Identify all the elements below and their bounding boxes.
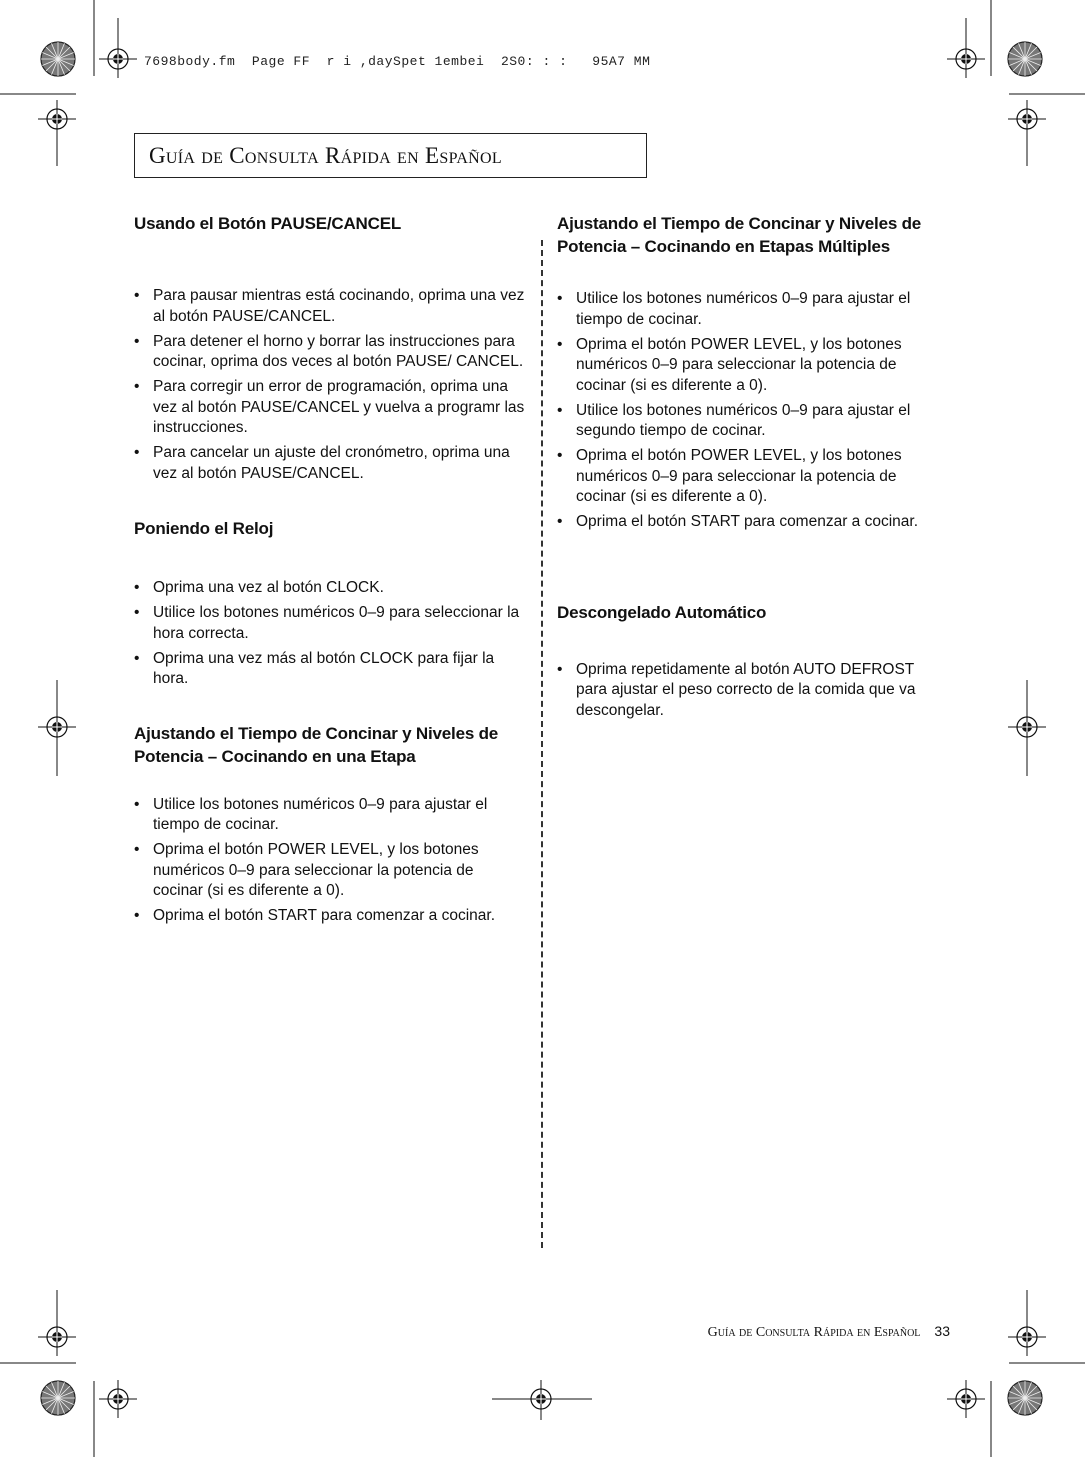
section-heading: Ajustando el Tiempo de Concinar y Niveles de Potencia – Cocinando en Etapas Múltiples — [557, 214, 922, 256]
list-item: • Oprima una vez más al botón CLOCK para fijar la hora. — [134, 649, 526, 690]
list-item: • Oprima el botón START para comenzar a cocinar. — [557, 512, 949, 533]
list-item: • Para detener el horno y borrar las instrucciones para cocinar, oprima dos veces al botón PAUSE/ CANCEL. — [134, 332, 526, 373]
list-item: • Utilice los botones numéricos 0–9 para ajustar el tiempo de cocinar. — [557, 289, 949, 330]
list-item: • Oprima repetidamente al botón AUTO DEFROST para ajustar el peso correcto de la comida que va descongelar. — [557, 660, 949, 722]
list-item: • Para pausar mientras está cocinando, oprima una vez al botón PAUSE/CANCEL. — [134, 286, 526, 327]
list-item: • Oprima el botón POWER LEVEL, y los botones numéricos 0–9 para seleccionar la potencia de cocinar (si es diferente a 0). — [557, 446, 949, 508]
list-item: • Oprima una vez al botón CLOCK. — [134, 578, 526, 599]
list-item: • Oprima el botón START para comenzar a cocinar. — [134, 906, 526, 927]
list-item: • Oprima el botón POWER LEVEL, y los botones numéricos 0–9 para seleccionar la potencia de cocinar (si es diferente a 0). — [557, 335, 949, 397]
bullet-list — [134, 286, 526, 484]
column-divider — [541, 240, 543, 1248]
bullet-list — [557, 660, 949, 722]
right-column — [557, 212, 949, 726]
section-multi-stage-cooking — [557, 212, 949, 533]
section-heading: Usando el Botón PAUSE/CANCEL — [134, 214, 402, 233]
section-auto-defrost — [557, 601, 949, 722]
section-pause-cancel — [134, 212, 526, 484]
page-title: Guía de Consulta Rápida en Español — [149, 143, 502, 168]
section-heading: Descongelado Automático — [557, 602, 767, 622]
list-item: • Para corregir un error de programación, oprima una vez al botón PAUSE/CANCEL y vuelva a programr las instrucciones. — [134, 377, 526, 439]
section-heading: Poniendo el Reloj — [134, 519, 274, 538]
section-clock — [134, 517, 526, 690]
printer-slug-line: 7698body.fm Page FF r i ,daySpet 1embei 2S0: : : 95A7 MM — [144, 54, 651, 69]
left-column — [134, 212, 526, 931]
page-number: 33 — [934, 1323, 950, 1339]
section-title-box — [134, 133, 647, 178]
list-item: • Oprima el botón POWER LEVEL, y los botones numéricos 0–9 para seleccionar la potencia de cocinar (si es diferente a 0). — [134, 840, 526, 902]
list-item: • Utilice los botones numéricos 0–9 para seleccionar la hora correcta. — [134, 603, 526, 644]
page-footer — [708, 1323, 950, 1341]
section-single-stage-cooking — [134, 722, 526, 927]
bullet-list — [134, 795, 526, 927]
list-item: • Para cancelar un ajuste del cronómetro, oprima una vez al botón PAUSE/CANCEL. — [134, 443, 526, 484]
list-item: • Utilice los botones numéricos 0–9 para ajustar el tiempo de cocinar. — [134, 795, 526, 836]
section-heading: Ajustando el Tiempo de Concinar y Niveles de Potencia – Cocinando en una Etapa — [134, 723, 499, 766]
footer-title: Guía de Consulta Rápida en Español — [707, 1325, 921, 1340]
bullet-list — [134, 578, 526, 690]
bullet-list — [557, 289, 949, 533]
list-item: • Utilice los botones numéricos 0–9 para ajustar el segundo tiempo de cocinar. — [557, 401, 949, 442]
